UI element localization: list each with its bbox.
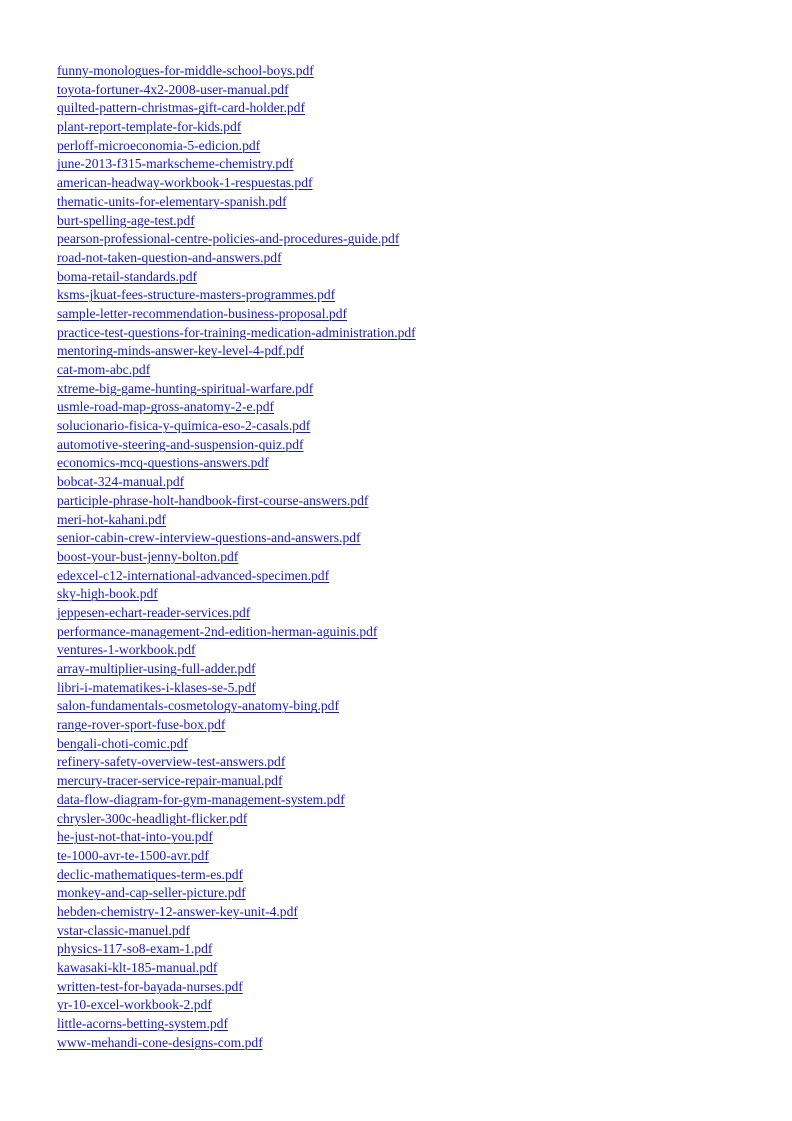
list-item [57, 567, 416, 586]
list-item [57, 959, 416, 978]
list-item [57, 230, 416, 249]
list-item [57, 660, 416, 679]
pdf-link[interactable]: bobcat-324-manual.pdf [57, 474, 185, 490]
pdf-link[interactable]: sample-letter-recommendation-business-proposal.pdf [57, 305, 348, 321]
pdf-link[interactable]: vstar-classic-manuel.pdf [57, 922, 190, 938]
list-item [57, 697, 416, 716]
pdf-link[interactable]: participle-phrase-holt-handbook-first-course-answers.pdf [57, 492, 369, 508]
pdf-link[interactable]: range-rover-sport-fuse-box.pdf [57, 717, 226, 733]
pdf-link[interactable]: usmle-road-map-gross-anatomy-2-e.pdf [57, 399, 275, 415]
list-item [57, 828, 416, 847]
pdf-link[interactable]: bengali-choti-comic.pdf [57, 735, 188, 751]
pdf-link[interactable]: ventures-1-workbook.pdf [57, 642, 196, 658]
pdf-link[interactable]: meri-hot-kahani.pdf [57, 511, 167, 527]
list-item [57, 884, 416, 903]
pdf-link[interactable]: array-multiplier-using-full-adder.pdf [57, 661, 256, 676]
pdf-link[interactable]: perloff-microeconomia-5-edicion.pdf [57, 137, 261, 153]
list-item [57, 978, 416, 997]
list-item [57, 324, 416, 343]
pdf-link[interactable]: hebden-chemistry-12-answer-key-unit-4.pdf [57, 903, 298, 919]
list-item [57, 212, 416, 231]
list-item [57, 361, 416, 380]
pdf-link[interactable]: refinery-safety-overview-test-answers.pdf [57, 754, 286, 770]
list-item [57, 716, 416, 735]
pdf-link[interactable]: american-headway-workbook-1-respuestas.pdf [57, 175, 313, 191]
pdf-link[interactable]: edexcel-c12-international-advanced-specimen.pdf [57, 567, 330, 583]
pdf-link[interactable]: yr-10-excel-workbook-2.pdf [57, 997, 212, 1013]
list-item [57, 286, 416, 305]
pdf-link[interactable]: thematic-units-for-elementary-spanish.pdf [57, 193, 287, 209]
pdf-link[interactable]: economics-mcq-questions-answers.pdf [57, 455, 269, 471]
list-item [57, 193, 416, 212]
pdf-link[interactable]: june-2013-f315-markscheme-chemistry.pdf [57, 156, 294, 172]
pdf-link[interactable]: jeppesen-echart-reader-services.pdf [57, 604, 251, 620]
pdf-link[interactable]: libri-i-matematikes-i-klases-se-5.pdf [57, 679, 256, 695]
list-item [57, 903, 416, 922]
pdf-link[interactable]: www-mehandi-cone-designs-com.pdf [57, 1034, 263, 1050]
pdf-link[interactable]: boost-your-bust-jenny-bolton.pdf [57, 548, 239, 564]
list-item [57, 417, 416, 436]
list-item [57, 492, 416, 511]
pdf-link[interactable]: written-test-for-bayada-nurses.pdf [57, 978, 243, 994]
pdf-link[interactable]: declic-mathematiques-term-es.pdf [57, 866, 244, 882]
list-item [57, 772, 416, 791]
list-item [57, 380, 416, 399]
pdf-link[interactable]: ksms-jkuat-fees-structure-masters-programmes.pdf [57, 287, 336, 303]
pdf-link[interactable]: little-acorns-betting-system.pdf [57, 1016, 229, 1032]
list-item [57, 398, 416, 417]
list-item [57, 454, 416, 473]
list-item [57, 735, 416, 754]
list-item [57, 847, 416, 866]
list-item [57, 604, 416, 623]
list-item [57, 249, 416, 268]
list-item [57, 922, 416, 941]
pdf-link[interactable]: road-not-taken-question-and-answers.pdf [57, 249, 282, 265]
list-item [57, 753, 416, 772]
list-item [57, 174, 416, 193]
pdf-link[interactable]: solucionario-fisica-y-quimica-eso-2-casals.pdf [57, 418, 311, 434]
pdf-link[interactable]: te-1000-avr-te-1500-avr.pdf [57, 847, 209, 863]
list-item [57, 342, 416, 361]
pdf-link[interactable]: pearson-professional-centre-policies-and-procedures-guide.pdf [57, 231, 400, 247]
list-item [57, 996, 416, 1015]
list-item [57, 1015, 416, 1034]
pdf-link[interactable]: automotive-steering-and-suspension-quiz.pdf [57, 436, 304, 452]
list-item [57, 940, 416, 959]
pdf-link[interactable]: kawasaki-klt-185-manual.pdf [57, 960, 218, 975]
pdf-link-list [57, 62, 416, 1052]
list-item [57, 81, 416, 100]
list-item [57, 155, 416, 174]
pdf-link[interactable]: sky-high-book.pdf [57, 586, 158, 602]
list-item [57, 511, 416, 530]
pdf-link[interactable]: burt-spelling-age-test.pdf [57, 212, 195, 228]
pdf-link[interactable]: performance-management-2nd-edition-herman-aguinis.pdf [57, 623, 378, 639]
pdf-link[interactable]: mentoring-minds-answer-key-level-4-pdf.pdf [57, 343, 304, 359]
list-item [57, 623, 416, 642]
list-item [57, 585, 416, 604]
list-item [57, 99, 416, 118]
list-item [57, 1034, 416, 1053]
pdf-link[interactable]: senior-cabin-crew-interview-questions-and-answers.pdf [57, 530, 361, 546]
pdf-link[interactable]: he-just-not-that-into-you.pdf [57, 829, 213, 845]
list-item [57, 529, 416, 548]
list-item [57, 436, 416, 455]
pdf-link[interactable]: boma-retail-standards.pdf [57, 268, 198, 284]
pdf-link[interactable]: toyota-fortuner-4x2-2008-user-manual.pdf [57, 81, 289, 97]
list-item [57, 473, 416, 492]
pdf-link[interactable]: cat-mom-abc.pdf [57, 362, 151, 377]
list-item [57, 305, 416, 324]
list-item [57, 268, 416, 287]
list-item [57, 118, 416, 137]
pdf-link[interactable]: quilted-pattern-christmas-gift-card-holder.pdf [57, 100, 305, 116]
pdf-link[interactable]: salon-fundamentals-cosmetology-anatomy-bing.pdf [57, 698, 339, 714]
list-item [57, 810, 416, 829]
pdf-link[interactable]: practice-test-questions-for-training-medication-administration.pdf [57, 324, 416, 340]
pdf-link[interactable]: physics-117-so8-exam-1.pdf [57, 941, 213, 957]
pdf-link[interactable]: mercury-tracer-service-repair-manual.pdf [57, 773, 283, 789]
pdf-link[interactable]: xtreme-big-game-hunting-spiritual-warfare.pdf [57, 380, 314, 396]
list-item [57, 641, 416, 660]
list-item [57, 866, 416, 885]
pdf-link[interactable]: chrysler-300c-headlight-flicker.pdf [57, 810, 248, 826]
pdf-link[interactable]: plant-report-template-for-kids.pdf [57, 119, 242, 135]
pdf-link[interactable]: monkey-and-cap-seller-picture.pdf [57, 885, 246, 901]
list-item [57, 62, 416, 81]
list-item [57, 548, 416, 567]
list-item [57, 791, 416, 810]
pdf-link[interactable]: funny-monologues-for-middle-school-boys.pdf [57, 63, 314, 78]
list-item [57, 679, 416, 698]
pdf-link[interactable]: data-flow-diagram-for-gym-management-system.pdf [57, 791, 345, 807]
list-item [57, 137, 416, 156]
